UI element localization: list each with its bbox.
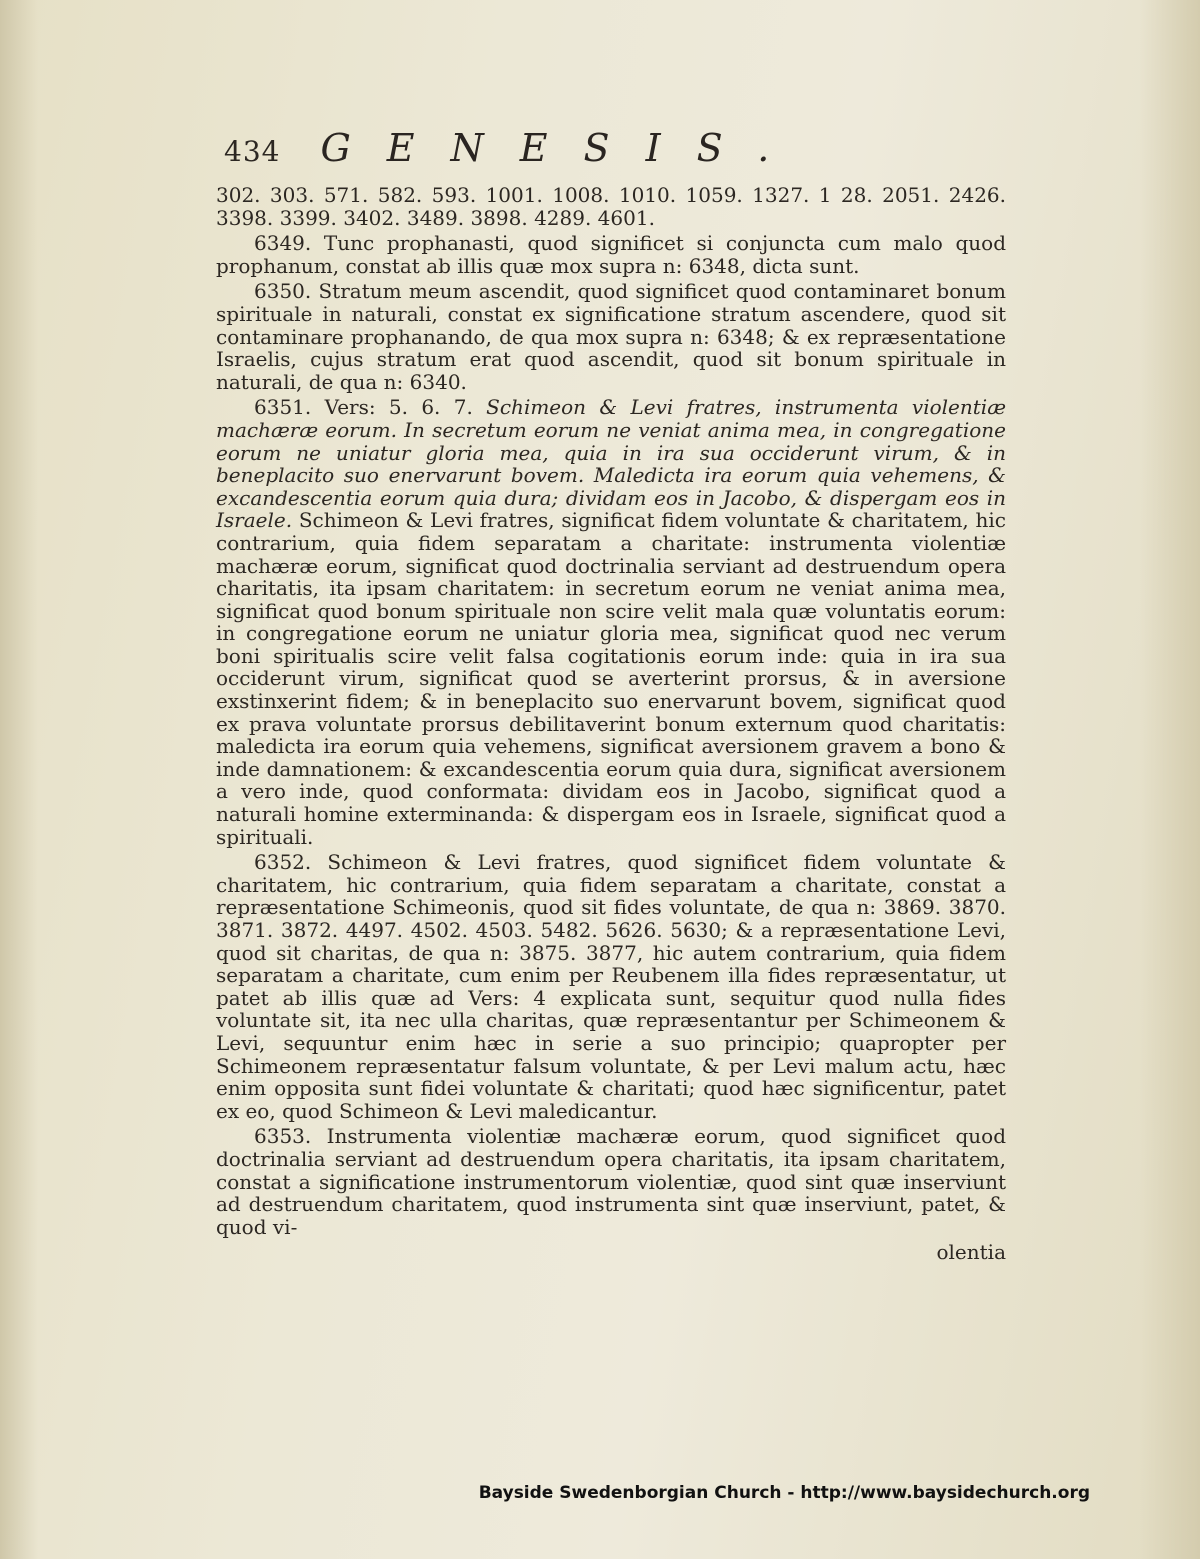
page-header	[224, 126, 1024, 178]
scripture-quote: Schimeon & Levi fratres, instrumenta violentiæ machæræ eorum. In secretum eorum ne veniat anima mea, in congregatione eorum ne uniatur gloria mea, quia in ira sua occiderunt virum, & in beneplacito suo enervarunt bovem. Maledicta ira eorum quia vehemens, & excandescentia eorum quia dura; dividam eos in Jacobo, & dispergam eos in Israele.	[216, 395, 1006, 533]
paragraph-6351-body: Schimeon & Levi fratres, significat fidem voluntate & charitatem, hic contrarium, quia fidem separatam a charitate: instrumenta violentiæ machæræ eorum, significat quod doctrinalia serviant ad destruendum opera charitatis, ita ipsam charitatem: in secretum eorum ne veniat anima mea, significat quod bonum spirituale non scire velit mala quæ voluntatis eorum: in congregatione eorum ne uniatur gloria mea, significat quod nec verum boni spiritualis scire velit falsa cogitationis eorum inde: quia in ira sua occiderunt virum, significat quod se averterint prorsus, & in aversione exstinxerint fidem; & in beneplacito suo enervarunt bovem, significat quod ex prava voluntate prorsus debilitaverint bonum externum quod charitatis: maledicta ira eorum quia vehemens, significat aversionem gravem a bono & inde damnationem: & excandescentia eorum quia dura, significat aversionem a vero inde, quod conformata: dividam eos in Jacobo, significat quod a naturali homine exterminanda: & dispergam eos in Israele, significat quod a spirituali.	[216, 508, 1007, 849]
paragraph-6353: 6353. Instrumenta violentiæ machæræ eorum, quod significet quod doctrinalia serviant ad destruendum opera charitatis, ita ipsam charitatem, constat a significatione instrumentorum violentiæ, quod sint quæ inserviunt ad destruendum charitatem, quod instrumenta sint quæ inserviunt, patet, & quod vi-	[216, 1124, 1006, 1239]
page-number: 434	[224, 135, 281, 168]
footer-credit: Bayside Swedenborgian Church - http://www.baysidechurch.org	[478, 1483, 1090, 1503]
paragraph-6351	[216, 396, 1006, 848]
catchword: olentia	[936, 1240, 1006, 1265]
page-shadow-right	[1140, 0, 1200, 1559]
paragraph-6352: 6352. Schimeon & Levi fratres, quod significet fidem voluntate & charitatem, hic contrarium, quia fidem separatam a charitate, constat a repræsentatione Schimeonis, quod sit fides voluntate, de qua n: 3869. 3870. 3871. 3872. 4497. 4502. 4503. 5482. 5626. 5630; & a repræsentatione Levi, quod sit charitas, de qua n: 3875. 3877, hic autem contrarium, quia fidem separatam a charitate, cum enim per Reubenem illa fides repræsentatur, ut patet ab illis quæ ad Vers: 4 explicata sunt, sequitur quod nulla fides voluntate sit, ita nec ulla charitas, quæ repræsentantur per Schimeonem & Levi, sequuntur enim hæc in serie a suo principio; quapropter per Schimeonem repræsentatur falsum voluntate, & per Levi malum actu, hæc enim opposita sunt fidei voluntate & charitati; quod hæc significentur, patet ex eo, quod Schimeon & Levi maledicantur.	[216, 850, 1006, 1123]
running-title: GENESIS.	[320, 126, 806, 170]
paragraph-6351-number: 6351. Vers: 5. 6. 7.	[254, 395, 473, 420]
paragraph-6349: 6349. Tunc prophanasti, quod significet si conjuncta cum malo quod prophanum, constat ab illis quæ mox supra n: 6348, dicta sunt.	[216, 231, 1006, 278]
paragraph-continuation: 302. 303. 571. 582. 593. 1001. 1008. 1010. 1059. 1327. 1 28. 2051. 2426. 3398. 3399. 3402. 3489. 3898. 4289. 4601.	[216, 183, 1006, 230]
page-shadow-left	[0, 0, 38, 1559]
page-body	[216, 184, 1006, 1267]
paragraph-6350: 6350. Stratum meum ascendit, quod significet quod contaminaret bonum spirituale in naturali, constat ex significatione stratum ascendere, quod sit contaminare prophanando, de qua mox supra n: 6348; & ex repræsentatione Israelis, cujus stratum erat quod ascendit, quod sit bonum spirituale in naturali, de qua n: 6340.	[216, 279, 1006, 394]
